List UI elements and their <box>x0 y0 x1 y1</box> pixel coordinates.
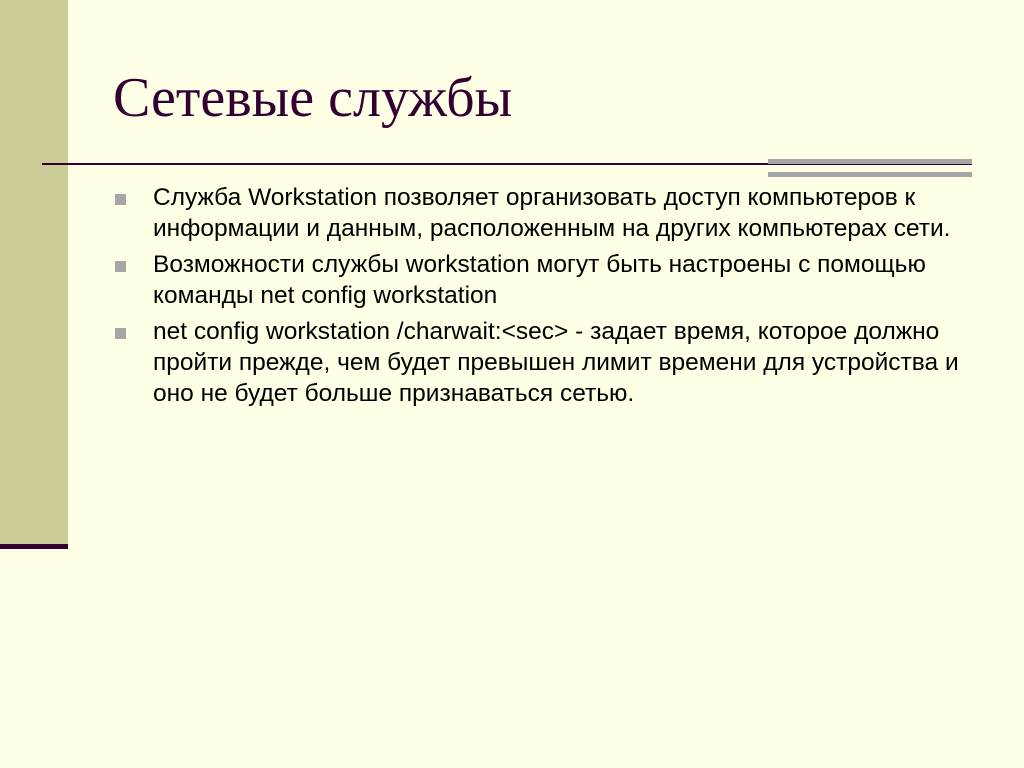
bullet-list <box>113 182 973 414</box>
accent-bar-top <box>768 159 972 164</box>
square-bullet-icon <box>115 194 126 205</box>
bullet-text: net config workstation /charwait:<sec> - задает время, которое должно пройти прежде, чем будет превышен лимит времени для устройства и оно не будет больше признаваться сетью. <box>153 318 959 407</box>
slide-title: Сетевые службы <box>113 67 513 129</box>
square-bullet-icon <box>115 328 126 339</box>
bullet-text: Служба Workstation позволяет организовать доступ компьютеров к информации и данным, расположенным на других компьютерах сети. <box>153 184 951 242</box>
side-band <box>0 0 68 544</box>
bullet-item <box>113 249 973 311</box>
bullet-item <box>113 316 973 409</box>
accent-bar-bottom <box>768 172 972 177</box>
bullet-item <box>113 182 973 244</box>
side-rule <box>0 544 68 549</box>
square-bullet-icon <box>115 261 126 272</box>
bullet-text: Возможности службы workstation могут быть настроены с помощью команды net config workstation <box>153 251 926 309</box>
